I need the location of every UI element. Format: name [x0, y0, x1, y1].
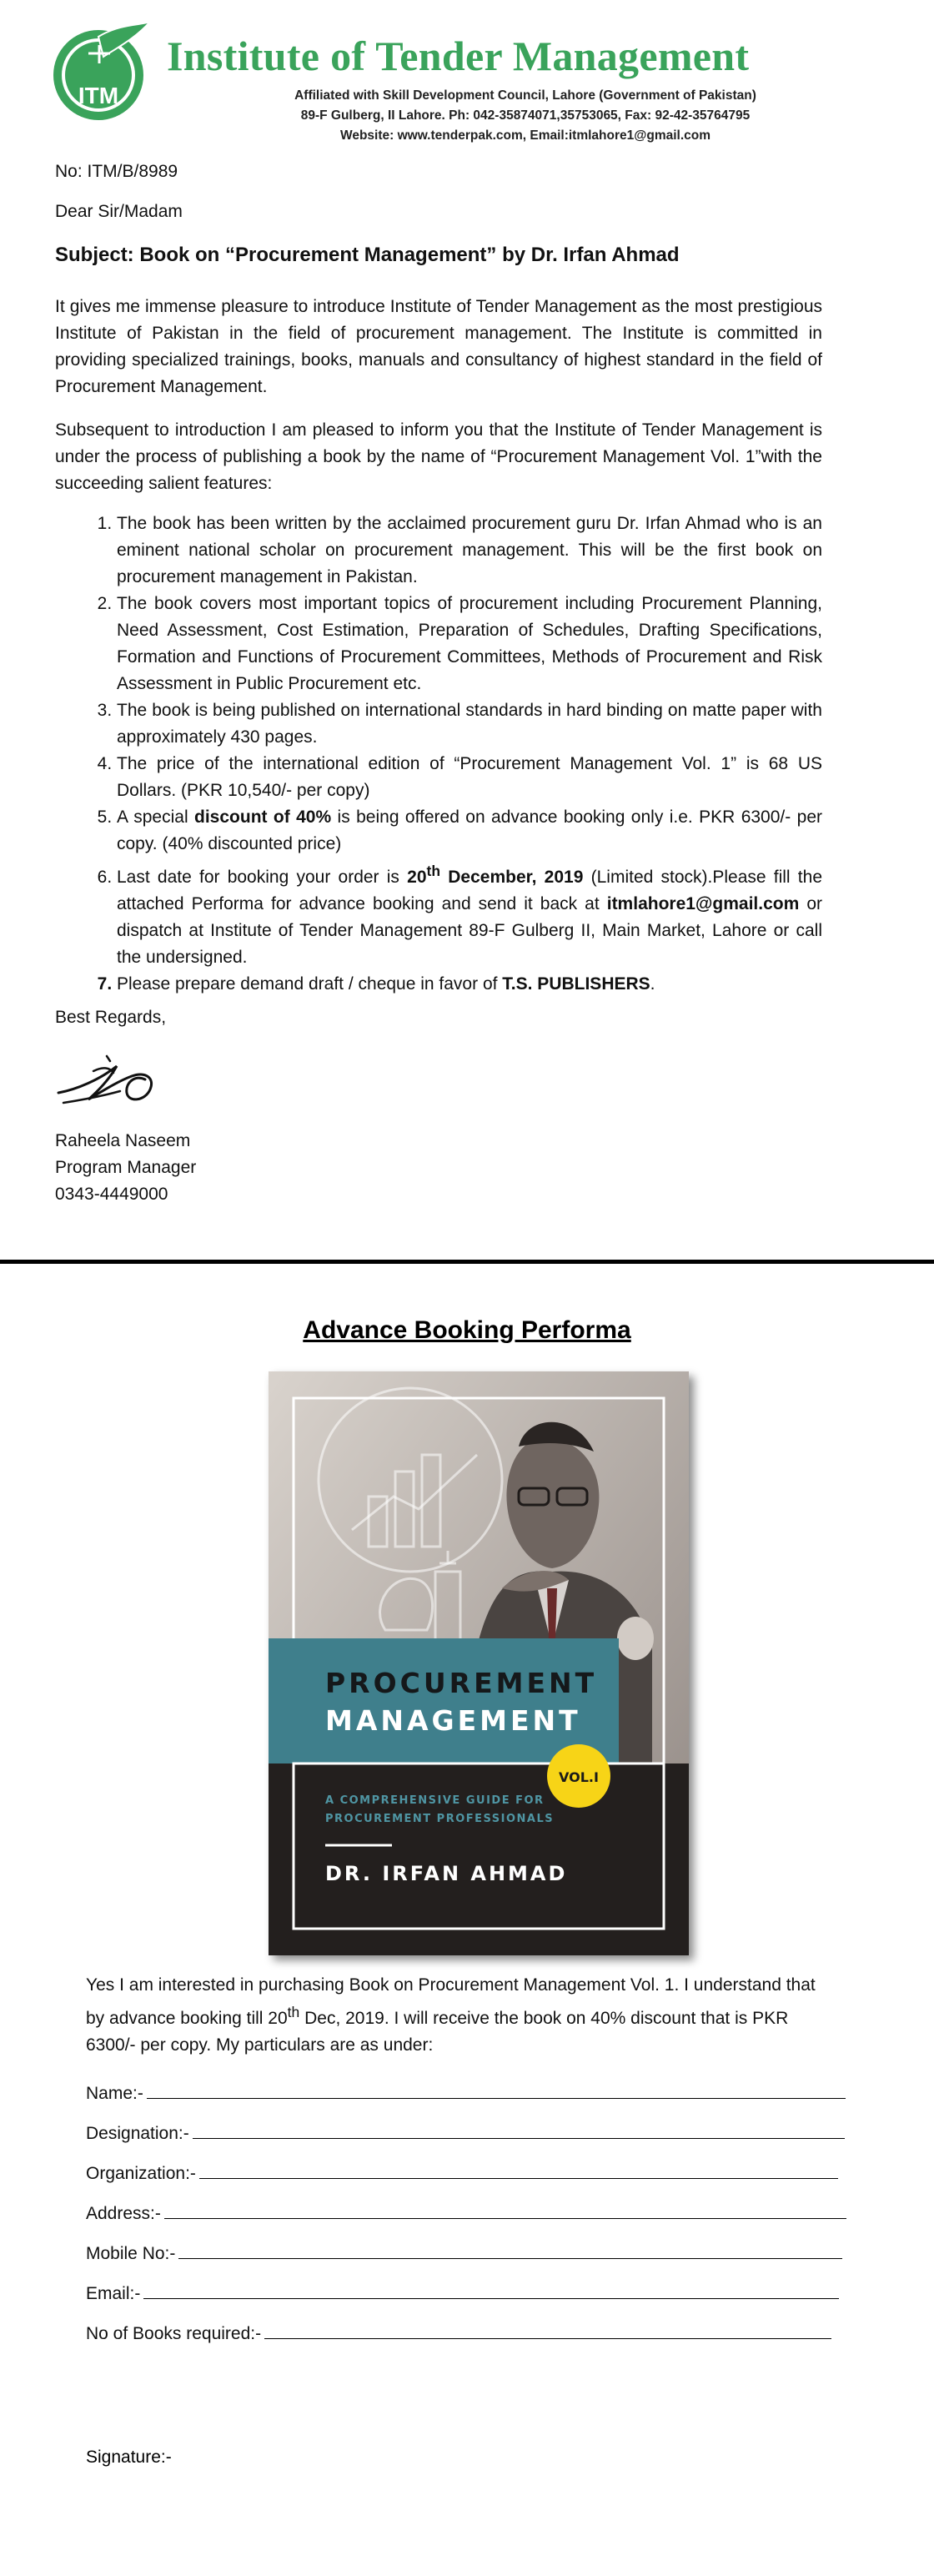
svg-text:DR. IRFAN AHMAD: DR. IRFAN AHMAD [325, 1862, 568, 1885]
deadline-date: 20th December, 2019 [407, 863, 584, 887]
svg-text:ITM: ITM [78, 83, 119, 108]
mobile-field[interactable]: Mobile No:- [86, 2241, 853, 2267]
svg-text:MANAGEMENT: MANAGEMENT [325, 1704, 581, 1737]
name-blank[interactable] [147, 2081, 846, 2099]
letterhead [50, 20, 834, 145]
performa-title: Advance Booking Performa [303, 1316, 631, 1344]
list-item: 5. A special discount of 40% is being offered on advance booking only i.e. PKR 6300/- per copy. (40% discounted price) [117, 804, 822, 858]
books-count-blank[interactable] [264, 2322, 831, 2339]
books-count-field[interactable]: No of Books required:- [86, 2321, 853, 2347]
features-list [55, 511, 822, 998]
signature-field[interactable]: Signature:- [86, 2448, 172, 2467]
contact-line: Website: www.tenderpak.com, Email:itmlahore1@gmail.com [339, 128, 711, 143]
section-divider [0, 1260, 934, 1264]
performa-intro: Yes I am interested in purchasing Book on Procurement Management Vol. 1. I understand that by advance booking till 20th Dec, 2019. I will receive the book on 40% discount that is PKR 6300/- per copy. My particulars are as under: [86, 1975, 816, 2055]
signer-name: Raheela Naseem [55, 1131, 191, 1150]
name-field[interactable]: Name:- [86, 2080, 853, 2107]
address-field[interactable]: Address:- [86, 2201, 853, 2227]
affiliation-line: Affiliated with Skill Development Council, Lahore (Government of Pakistan) [294, 88, 756, 103]
list-item: 1. The book has been written by the acclaimed procurement guru Dr. Irfan Ahmad who is an eminent national scholar on procurement management. This will be the first book on procurement management in Pakistan. [117, 511, 822, 591]
organization-blank[interactable] [199, 2161, 838, 2179]
organization-field[interactable]: Organization:- [86, 2161, 853, 2187]
signer-title: Program Manager [55, 1158, 197, 1177]
svg-text:PROCUREMENT: PROCUREMENT [325, 1667, 598, 1699]
list-item: 3. The book is being published on international standards in hard binding on matte paper with approximately 430 pages. [117, 697, 822, 751]
list-item: 2. The book covers most important topics of procurement including Procurement Planning, Need Assessment, Cost Estimation, Preparation of Schedules, Drafting Specifications, Formation and Functions of Procurement Committees, Methods of Procurement and Risk Assessment in Public Procurement etc. [117, 591, 822, 697]
discount-text: discount of 40% [194, 808, 332, 827]
svg-text:PROCUREMENT PROFESSIONALS: PROCUREMENT PROFESSIONALS [325, 1813, 555, 1825]
handwritten-signature [52, 1041, 177, 1116]
itm-logo [50, 20, 153, 128]
reference-number: No: ITM/B/8989 [55, 162, 178, 181]
list-item: 7. Please prepare demand draft / cheque in favor of T.S. PUBLISHERS. [117, 971, 822, 998]
closing: Best Regards, [55, 1008, 167, 1027]
email-link[interactable]: itmlahore1@gmail.com [606, 894, 800, 913]
salutation: Dear Sir/Madam [55, 202, 183, 221]
subject-line: Subject: Book on “Procurement Management” by Dr. Irfan Ahmad [55, 244, 680, 266]
payee-name: T.S. PUBLISHERS [502, 974, 650, 994]
designation-blank[interactable] [193, 2121, 845, 2139]
list-item: 6. Last date for booking your order is 20th December, 2019 (Limited stock).Please fill the attached Performa for advance booking and send it back at itmlahore1@gmail.com or dispatch at Institute of Tender Management 89-F Gulberg II, Main Market, Lahore or call the undersigned. [117, 858, 822, 971]
email-blank[interactable] [143, 2282, 839, 2299]
designation-field[interactable]: Designation:- [86, 2121, 853, 2147]
svg-text:A COMPREHENSIVE GUIDE FOR: A COMPREHENSIVE GUIDE FOR [325, 1794, 545, 1807]
org-name: Institute of Tender Management [167, 33, 750, 79]
intro-paragraph: It gives me immense pleasure to introduce Institute of Tender Management as the most prestigious Institute of Pakistan in the field of procurement management. The Institute is committed in providing specialized trainings, books, manuals and consultancy of highest standard in the field of Procurement Management. [55, 297, 822, 396]
svg-text:VOL.I: VOL.I [559, 1769, 599, 1785]
address-line: 89-F Gulberg, II Lahore. Ph: 042-35874071,35753065, Fax: 92-42-35764795 [300, 108, 751, 123]
address-blank[interactable] [164, 2201, 846, 2219]
list-item: 4. The price of the international edition of “Procurement Management Vol. 1” is 68 US Dollars. (PKR 10,540/- per copy) [117, 751, 822, 804]
announcement-paragraph: Subsequent to introduction I am pleased to inform you that the Institute of Tender Management is under the process of publishing a book by the name of “Procurement Management Vol. 1”with the succeeding salient features: [55, 420, 822, 493]
signer-block [55, 1128, 822, 1208]
signer-phone: 0343-4449000 [55, 1185, 168, 1204]
email-field[interactable]: Email:- [86, 2281, 853, 2307]
mobile-blank[interactable] [178, 2241, 842, 2259]
book-cover [269, 1371, 689, 1955]
